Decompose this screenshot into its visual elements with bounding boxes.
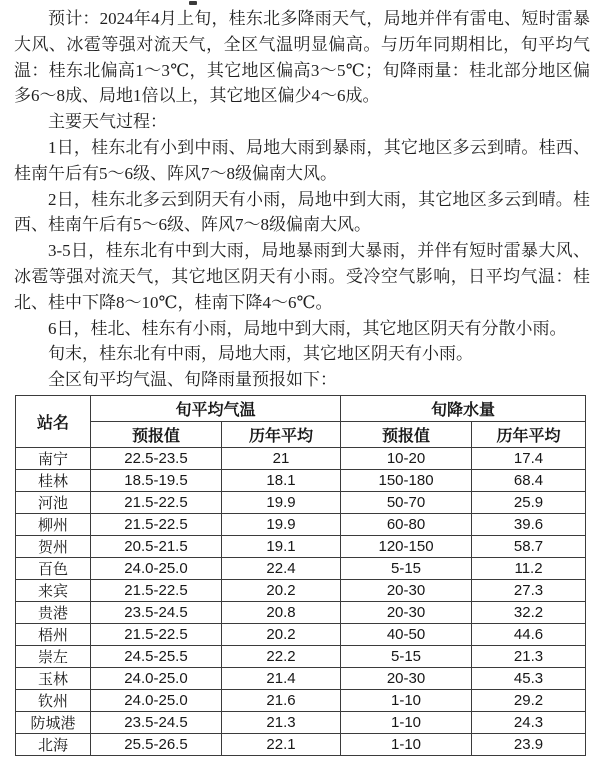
- cell-rain-forecast: 20-30: [341, 579, 472, 601]
- cell-temp-forecast: 24.5-25.5: [91, 645, 222, 667]
- cell-temp-avg: 19.9: [222, 513, 341, 535]
- cell-rain-avg: 25.9: [472, 491, 586, 513]
- table-row: [16, 447, 586, 469]
- table-row: [16, 667, 586, 689]
- header-row-groups: [16, 395, 586, 421]
- cell-rain-avg: 58.7: [472, 535, 586, 557]
- cell-temp-avg: 20.8: [222, 601, 341, 623]
- cell-temp-avg: 20.2: [222, 623, 341, 645]
- cell-temp-forecast: 25.5-26.5: [91, 733, 222, 755]
- cell-rain-forecast: 20-30: [341, 667, 472, 689]
- cell-rain-avg: 21.3: [472, 645, 586, 667]
- cell-station: 北海: [16, 733, 91, 755]
- cell-temp-avg: 22.1: [222, 733, 341, 755]
- cell-rain-avg: 11.2: [472, 557, 586, 579]
- cell-temp-forecast: 21.5-22.5: [91, 513, 222, 535]
- cell-temp-avg: 22.2: [222, 645, 341, 667]
- cell-station: 桂林: [16, 469, 91, 491]
- cell-temp-avg: 18.1: [222, 469, 341, 491]
- header-temp-group: 旬平均气温: [91, 395, 341, 421]
- cell-station: 贺州: [16, 535, 91, 557]
- cell-temp-avg: 19.1: [222, 535, 341, 557]
- cell-rain-forecast: 60-80: [341, 513, 472, 535]
- cell-station: 来宾: [16, 579, 91, 601]
- cell-station: 崇左: [16, 645, 91, 667]
- table-row: [16, 557, 586, 579]
- header-rain-forecast: 预报值: [341, 421, 472, 447]
- cell-rain-avg: 29.2: [472, 689, 586, 711]
- cell-station: 柳州: [16, 513, 91, 535]
- cell-station: 河池: [16, 491, 91, 513]
- cell-temp-forecast: 23.5-24.5: [91, 711, 222, 733]
- table-row: [16, 535, 586, 557]
- cell-temp-forecast: 18.5-19.5: [91, 469, 222, 491]
- table-row: [16, 733, 586, 755]
- cell-rain-forecast: 120-150: [341, 535, 472, 557]
- cell-rain-forecast: 20-30: [341, 601, 472, 623]
- cell-temp-avg: 21.4: [222, 667, 341, 689]
- cell-station: 南宁: [16, 447, 91, 469]
- cell-station: 防城港: [16, 711, 91, 733]
- table-row: [16, 601, 586, 623]
- cell-rain-avg: 17.4: [472, 447, 586, 469]
- table-row: [16, 579, 586, 601]
- cell-rain-avg: 68.4: [472, 469, 586, 491]
- header-station: 站名: [16, 395, 91, 447]
- cell-temp-forecast: 24.0-25.0: [91, 689, 222, 711]
- cell-rain-forecast: 1-10: [341, 711, 472, 733]
- cell-rain-avg: 24.3: [472, 711, 586, 733]
- header-row-sub: [16, 421, 586, 447]
- header-temp-historical: 历年平均: [222, 421, 341, 447]
- cell-temp-forecast: 21.5-22.5: [91, 579, 222, 601]
- table-row: [16, 623, 586, 645]
- cell-rain-forecast: 150-180: [341, 469, 472, 491]
- forecast-table-header: [16, 395, 586, 447]
- cell-station: 贵港: [16, 601, 91, 623]
- forecast-table: [15, 395, 586, 756]
- cell-station: 钦州: [16, 689, 91, 711]
- cell-temp-avg: 21.3: [222, 711, 341, 733]
- cell-temp-forecast: 21.5-22.5: [91, 491, 222, 513]
- paragraph-table-intro: 全区旬平均气温、旬降雨量预报如下：: [48, 370, 337, 390]
- cell-rain-avg: 44.6: [472, 623, 586, 645]
- cell-rain-avg: 39.6: [472, 513, 586, 535]
- table-row: [16, 711, 586, 733]
- cell-station: 百色: [16, 557, 91, 579]
- cell-rain-avg: 45.3: [472, 667, 586, 689]
- cell-temp-forecast: 20.5-21.5: [91, 535, 222, 557]
- cell-temp-forecast: 24.0-25.0: [91, 667, 222, 689]
- paragraph-day6: 6日，桂北、桂东有小雨，局地中到大雨，其它地区阴天有分散小雨。: [48, 318, 567, 338]
- cell-rain-forecast: 1-10: [341, 733, 472, 755]
- table-row: [16, 689, 586, 711]
- cell-station: 玉林: [16, 667, 91, 689]
- cell-rain-forecast: 40-50: [341, 623, 472, 645]
- paragraph-day3-5: 3-5日，桂东北有中到大雨，局地暴雨到大暴雨，并伴有短时雷暴大风、冰雹等强对流天气，其它地区阴天有小雨。受冷空气影响，日平均气温：桂北、桂中下降8～10℃，桂南下降4～6℃。: [14, 241, 590, 312]
- cell-temp-avg: 20.2: [222, 579, 341, 601]
- paragraph-end-of-period: 旬末，桂东北有中雨，局地大雨，其它地区阴天有小雨。: [48, 344, 473, 364]
- cell-rain-forecast: 5-15: [341, 645, 472, 667]
- cell-temp-avg: 22.4: [222, 557, 341, 579]
- header-temp-forecast: 预报值: [91, 421, 222, 447]
- cell-rain-forecast: 10-20: [341, 447, 472, 469]
- cell-temp-avg: 19.9: [222, 491, 341, 513]
- cell-station: 梧州: [16, 623, 91, 645]
- table-row: [16, 469, 586, 491]
- cell-rain-forecast: 1-10: [341, 689, 472, 711]
- cell-temp-avg: 21: [222, 447, 341, 469]
- cell-temp-forecast: 22.5-23.5: [91, 447, 222, 469]
- table-row: [16, 491, 586, 513]
- cell-rain-avg: 32.2: [472, 601, 586, 623]
- table-row: [16, 645, 586, 667]
- cell-rain-forecast: 5-15: [341, 557, 472, 579]
- cell-rain-forecast: 50-70: [341, 491, 472, 513]
- heading-weather-process: 主要天气过程：: [48, 112, 167, 132]
- cell-temp-forecast: 24.0-25.0: [91, 557, 222, 579]
- cell-temp-forecast: 23.5-24.5: [91, 601, 222, 623]
- paragraph-day2: 2日，桂东北多云到阴天有小雨，局地中到大雨，其它地区多云到晴。桂西、桂南午后有5～6级、阵风7～8级偏南大风。: [14, 189, 590, 235]
- forecast-table-body: [16, 447, 586, 755]
- cell-rain-avg: 23.9: [472, 733, 586, 755]
- paragraph-forecast-overview: 预计：2024年4月上旬，桂东北多降雨天气，局地并伴有雷电、短时雷暴大风、冰雹等强对流天气，全区气温明显偏高。与历年同期相比，旬平均气温：桂东北偏高1～3℃，其它地区偏高3～5℃；旬降雨量：桂北部分地区偏多6～8成、局地1倍以上，其它地区偏少4～6成。: [14, 9, 590, 106]
- header-rain-historical: 历年平均: [472, 421, 586, 447]
- cell-temp-avg: 21.6: [222, 689, 341, 711]
- header-rain-group: 旬降水量: [341, 395, 586, 421]
- paragraph-day1: 1日，桂东北有小到中雨、局地大雨到暴雨，其它地区多云到晴。桂西、桂南午后有5～6级、阵风7～8级偏南大风。: [14, 137, 590, 183]
- scan-artifact-speck: [189, 1, 197, 5]
- cell-temp-forecast: 21.5-22.5: [91, 623, 222, 645]
- cell-rain-avg: 27.3: [472, 579, 586, 601]
- table-row: [16, 513, 586, 535]
